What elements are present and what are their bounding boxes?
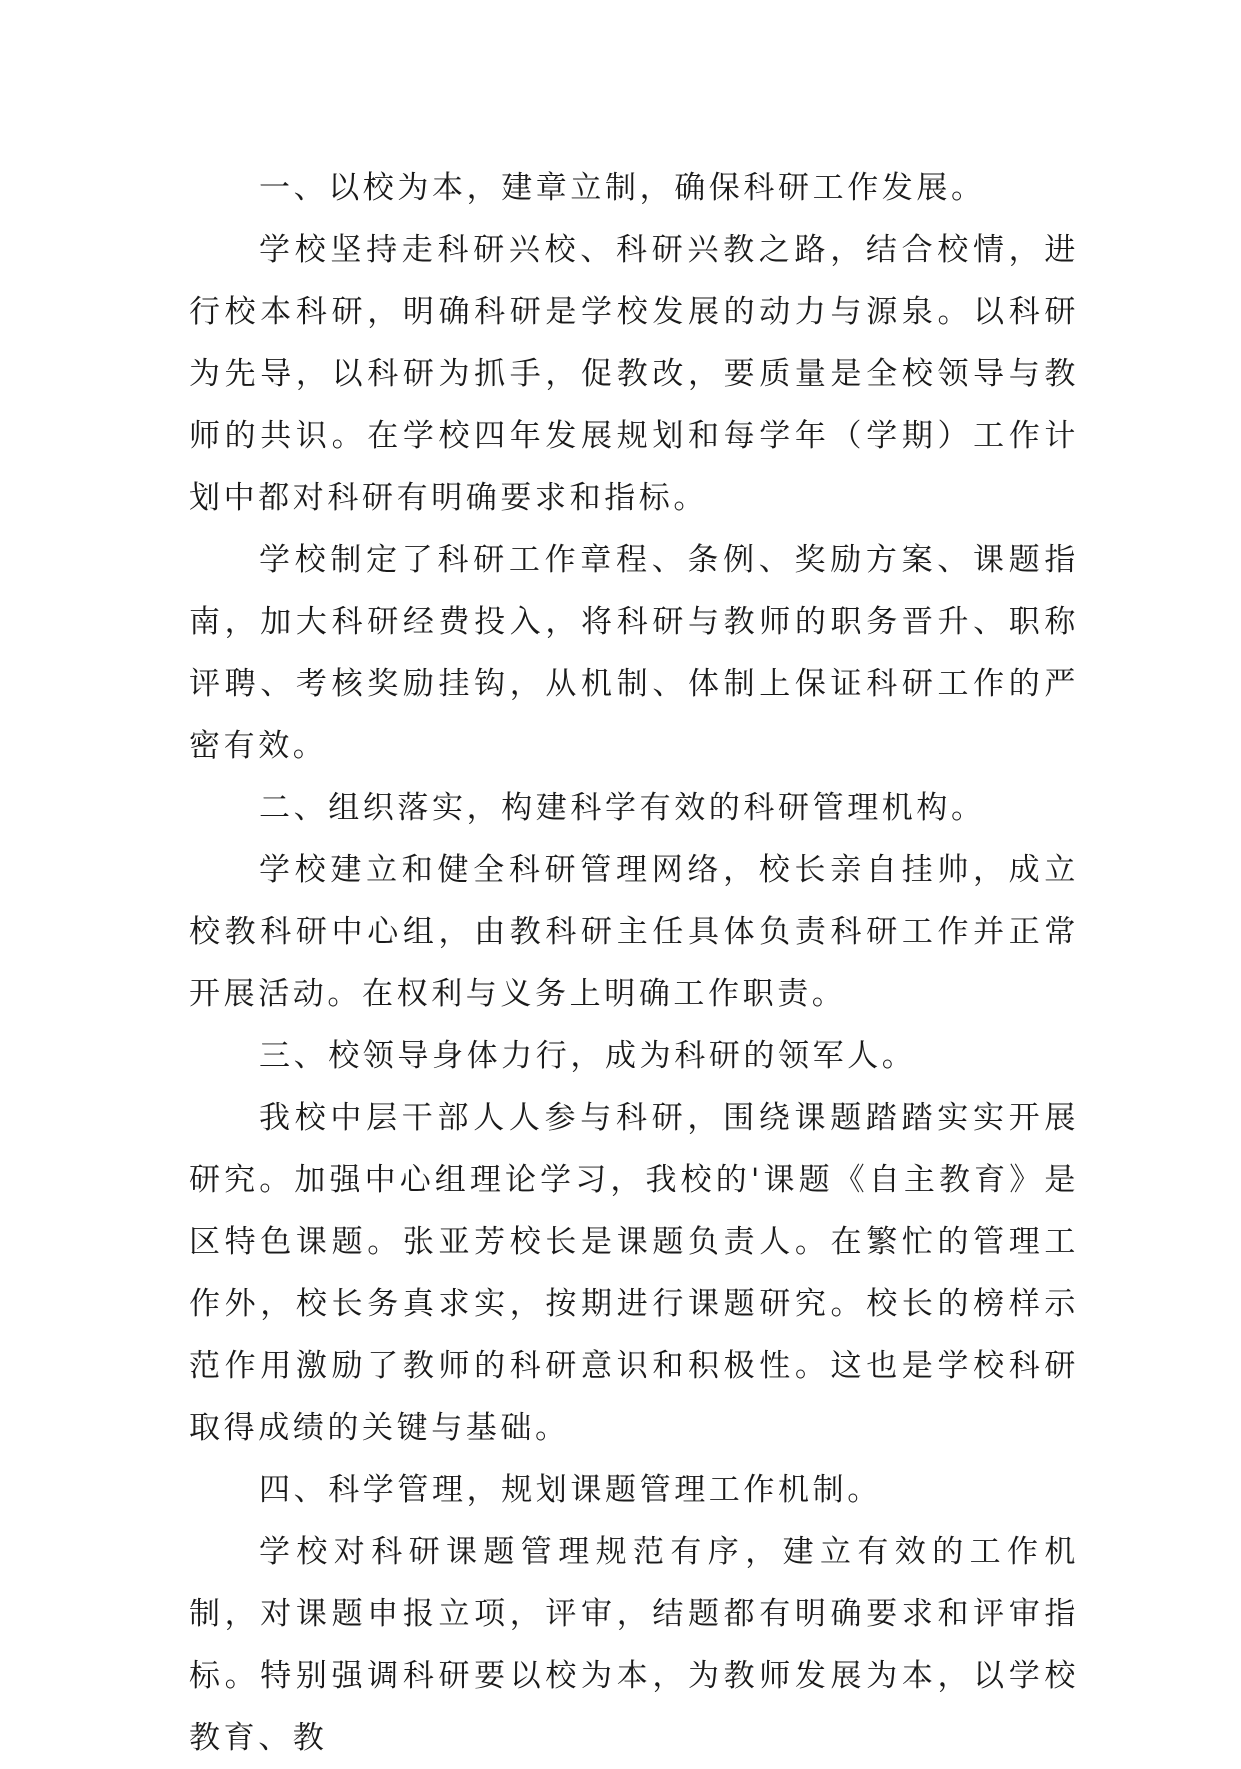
paragraph: 学校建立和健全科研管理网络，校长亲自挂帅，成立校教科研中心组，由教科研主任具体负责科研工作并正常开展活动。在权利与义务上明确工作职责。 — [189, 852, 1079, 1012]
document-body — [189, 157, 1079, 1769]
paragraph: 我校中层干部人人参与科研，围绕课题踏踏实实开展研究。加强中心组理论学习，我校的'课题《自主教育》是区特色课题。张亚芳校长是课题负责人。在繁忙的管理工作外，校长务真求实，按期进行课题研究。校长的榜样示范作用激励了教师的科研意识和积极性。这也是学校科研取得成绩的关键与基础。 — [189, 1100, 1079, 1446]
heading-section-3: 三、校领导身体力行，成为科研的领军人。 — [259, 1038, 917, 1074]
paragraph: 学校坚持走科研兴校、科研兴教之路，结合校情，进行校本科研，明确科研是学校发展的动力与源泉。以科研为先导，以科研为抓手，促教改，要质量是全校领导与教师的共识。在学校四年发展规划和每学年（学期）工作计划中都对科研有明确要求和指标。 — [189, 232, 1079, 516]
paragraph: 学校对科研课题管理规范有序，建立有效的工作机制，对课题申报立项，评审，结题都有明确要求和评审指标。特别强调科研要以校为本，为教师发展为本，以学校教育、教 — [189, 1534, 1079, 1756]
heading-section-4: 四、科学管理，规划课题管理工作机制。 — [259, 1472, 882, 1508]
heading-section-1: 一、以校为本，建章立制，确保科研工作发展。 — [259, 170, 986, 206]
heading-section-2: 二、组织落实，构建科学有效的科研管理机构。 — [259, 790, 986, 826]
paragraph: 学校制定了科研工作章程、条例、奖励方案、课题指南，加大科研经费投入，将科研与教师的职务晋升、职称评聘、考核奖励挂钩，从机制、体制上保证科研工作的严密有效。 — [189, 542, 1079, 764]
